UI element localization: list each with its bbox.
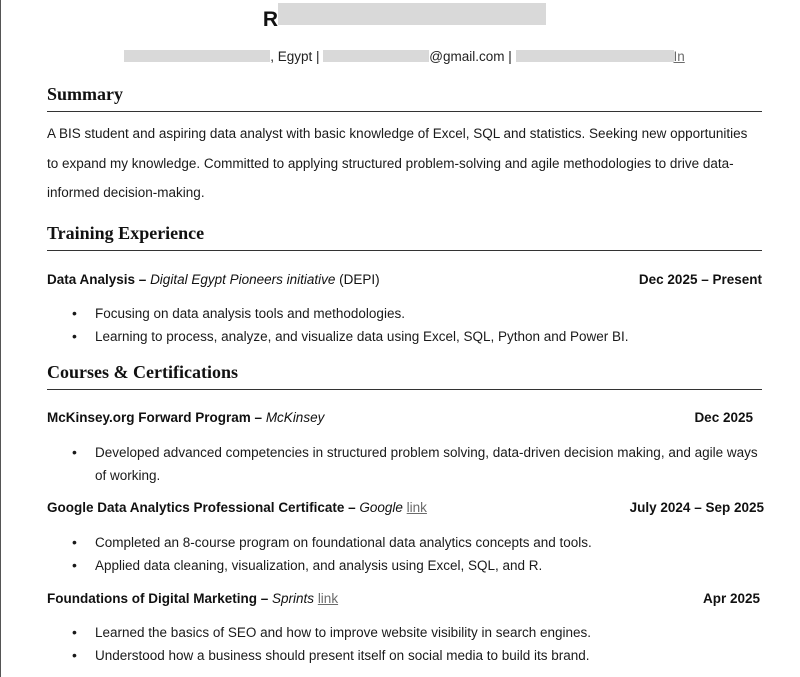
sprints-course-link[interactable]: link (317, 591, 339, 606)
entry-header-mckinsey (47, 410, 762, 425)
entry-role: Google Data Analytics Professional Certificate (47, 500, 345, 515)
list-item: • Learned the basics of SEO and how to improve website visibility in search engines. (47, 621, 762, 644)
contact-location: , Egypt | (270, 49, 324, 64)
section-title-training: Training Experience (47, 223, 762, 251)
bullet-list-sprints (47, 621, 762, 667)
entry-dash: – (135, 272, 151, 287)
bullet-list-mckinsey (47, 441, 762, 487)
entry-org: Google (359, 500, 403, 515)
entry-role: Foundations of Digital Marketing (47, 591, 257, 606)
entry-dash: – (257, 591, 273, 606)
entry-header-google (47, 500, 762, 515)
entry-date: July 2024 – Sep 2025 (629, 500, 764, 515)
bullet-list-google (47, 531, 762, 577)
entry-role: McKinsey.org Forward Program (47, 410, 251, 425)
contact-line (47, 49, 762, 64)
redacted-name (278, 3, 546, 25)
list-item: • Developed advanced competencies in structured problem solving, data-driven decision making, and agile ways of working. (47, 441, 762, 487)
list-item: • Applied data cleaning, visualization, and analysis using Excel, SQL, and R. (47, 554, 762, 577)
list-item: • Learning to process, analyze, and visualize data using Excel, SQL, Python and Power BI. (47, 325, 762, 348)
entry-header-depi (47, 272, 762, 287)
bullet-list-depi (47, 302, 762, 348)
name-header (47, 2, 762, 32)
redacted-phone (516, 50, 674, 62)
entry-date: Apr 2025 (702, 591, 760, 606)
entry-dash: – (344, 500, 360, 515)
entry-org-suffix: (DEPI) (335, 272, 380, 287)
redacted-email-user (323, 50, 429, 62)
entry-org: Sprints (272, 591, 315, 606)
name-initial: R (262, 8, 279, 31)
section-title-summary: Summary (47, 84, 762, 112)
summary-text: A BIS student and aspiring data analyst with basic knowledge of Excel, SQL and statistics. Seeking new opportunities to expand my knowledge. Committed to applying structured problem-solving and agile methodologies to drive data-informed decision-making. (47, 126, 748, 200)
entry-dash: – (250, 410, 266, 425)
page-left-border (0, 0, 1, 677)
entry-date: Dec 2025 – Present (638, 272, 762, 287)
list-item: • Focusing on data analysis tools and methodologies. (47, 302, 762, 325)
entry-org: Digital Egypt Pioneers initiative (150, 272, 336, 287)
list-item: • Understood how a business should present itself on social media to build its brand. (47, 644, 762, 667)
list-item: • Completed an 8-course program on foundational data analytics concepts and tools. (47, 531, 762, 554)
entry-header-sprints (47, 591, 762, 606)
contact-email: @gmail.com | (429, 49, 516, 64)
linkedin-link[interactable]: In (673, 49, 685, 64)
entry-role: Data Analysis (47, 272, 136, 287)
entry-org: McKinsey (265, 410, 325, 425)
section-title-courses: Courses & Certifications (47, 362, 762, 390)
redacted-address (124, 50, 270, 62)
entry-date: Dec 2025 (694, 410, 753, 425)
google-certificate-link[interactable]: link (406, 500, 427, 515)
